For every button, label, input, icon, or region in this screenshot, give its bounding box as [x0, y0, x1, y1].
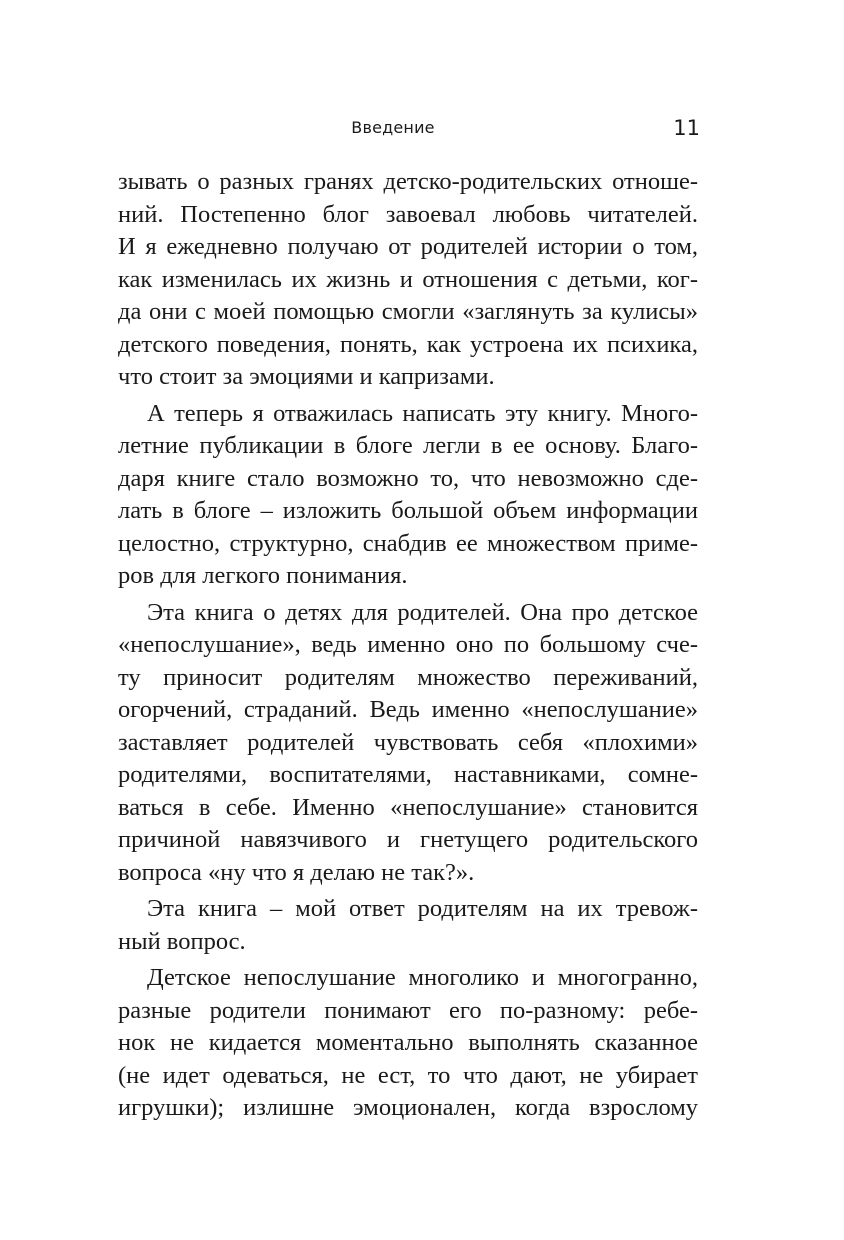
- text-line: да они с моей помощью смогли «заглянуть за кулисы»: [118, 298, 698, 325]
- text-line: целостно, структурно, снабдив ее множеством приме-: [118, 529, 698, 557]
- page-number: 11: [673, 116, 700, 140]
- text-line: Детское непослушание многолико и многогранно,: [147, 964, 698, 991]
- text-line: зывать о разных гранях детско-родительских отноше-: [118, 168, 698, 195]
- text-line: заставляет родителей чувствовать себя «плохими»: [118, 728, 698, 756]
- text-line: что стоит за эмоциями и капризами.: [118, 363, 495, 390]
- text-line: вопроса «ну что я делаю не так?».: [118, 858, 475, 886]
- text-line: ваться в себе. Именно «непослушание» становится: [118, 793, 698, 821]
- text-line: детского поведения, понять, как устроена их психика,: [118, 330, 698, 358]
- text-line: ту приносит родителям множество переживаний,: [118, 663, 698, 691]
- text-line: игрушки); излишне эмоционален, когда взрослому: [118, 1094, 698, 1121]
- running-header: [0, 116, 844, 140]
- paragraph-2: [118, 398, 698, 593]
- text-line: Эта книга о детях для родителей. Она про детское: [147, 598, 698, 626]
- paragraph-5: [118, 962, 698, 1125]
- text-line: ний. Постепенно блог завоевал любовь читателей.: [118, 200, 698, 228]
- text-line: «непослушание», ведь именно оно по большому сче-: [118, 631, 698, 658]
- body-text: [118, 166, 698, 1129]
- text-line: Эта книга – мой ответ родителям на их тревож-: [147, 895, 698, 922]
- paragraph-3: [118, 597, 698, 890]
- text-line: (не идет одеваться, не ест, то что дают, не убирает: [118, 1061, 698, 1089]
- text-line: даря книге стало возможно то, что невозможно сде-: [118, 464, 698, 492]
- text-line: причиной навязчивого и гнетущего родительского: [118, 826, 698, 853]
- text-line: А теперь я отважилась написать эту книгу. Много-: [147, 399, 698, 427]
- text-line: И я ежедневно получаю от родителей истории о том,: [118, 233, 698, 260]
- text-line: ный вопрос.: [118, 927, 246, 955]
- section-title: Введение: [351, 118, 435, 137]
- text-line: родителями, воспитателями, наставниками, сомне-: [118, 761, 698, 788]
- text-line: разные родители понимают его по-разному: ребе-: [118, 996, 698, 1024]
- text-line: летние публикации в блоге легли в ее основу. Благо-: [118, 432, 698, 459]
- text-line: ров для легкого понимания.: [118, 562, 408, 589]
- paragraph-4: [118, 893, 698, 958]
- paragraph-1: [118, 166, 698, 394]
- text-line: нок не кидается моментально выполнять сказанное: [118, 1029, 698, 1056]
- text-line: огорчений, страданий. Ведь именно «непослушание»: [118, 696, 698, 723]
- text-line: лать в блоге – изложить большой объем информации: [118, 497, 698, 524]
- text-line: как изменилась их жизнь и отношения с детьми, ког-: [118, 265, 698, 293]
